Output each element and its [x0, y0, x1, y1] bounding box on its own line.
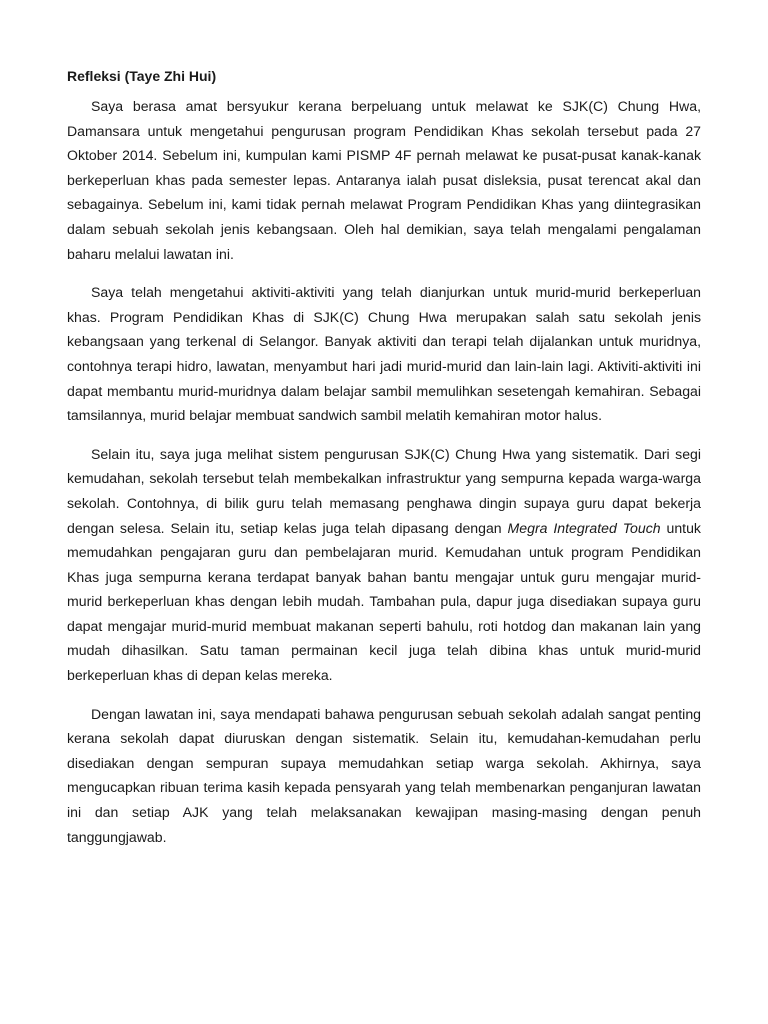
paragraph-3-text-before: Selain itu, saya juga melihat sistem pengurusan SJK(C) Chung Hwa yang sistematik. Dari segi kemudahan, sekolah tersebut telah membekalkan infrastruktur yang sempurna kepada warga-warga sekolah. Contohnya, di bilik guru telah memasang penghawa dingin supaya guru dapat bekerja dengan selesa. Selain itu, setiap kelas juga telah dipasang dengan [67, 445, 701, 536]
paragraph-1: Saya berasa amat bersyukur kerana berpeluang untuk melawat ke SJK(C) Chung Hwa, Damansara untuk mengetahui pengurusan program Pendidikan Khas sekolah tersebut pada 27 Oktober 2014. Sebelum ini, kumpulan kami PISMP 4F pernah melawat ke pusat-pusat kanak-kanak berkeperluan khas pada semester lepas. Antaranya ialah pusat disleksia, pusat terencat akal dan sebagainya. Sebelum ini, kami tidak pernah melawat Program Pendidikan Khas yang diintegrasikan dalam sebuah sekolah jenis kebangsaan. Oleh hal demikian, saya telah mengalami pengalaman baharu melalui lawatan ini. [67, 98, 701, 262]
document-title: Refleksi (Taye Zhi Hui) [67, 68, 217, 84]
paragraph-3-text-after: untuk memudahkan pengajaran guru dan pembelajaran murid. Kemudahan untuk program Pendidikan Khas juga sempurna kerana terdapat banyak bahan bantu mengajar untuk guru mengajar murid-murid berkeperluan khas dengan lebih mudah. Tambahan pula, dapur juga disediakan supaya guru dapat mengajar murid-murid membuat makanan seperti bahulu, roti hotdog dan makanan lain yang mudah dihasilkan. Satu taman permainan kecil juga telah dibina khas untuk murid-murid berkeperluan khas di depan kelas mereka. [67, 519, 701, 684]
document-page [67, 66, 701, 863]
paragraph-4: Dengan lawatan ini, saya mendapati bahawa pengurusan sebuah sekolah adalah sangat penting kerana sekolah dapat diuruskan dengan sistematik. Selain itu, kemudahan-kemudahan perlu disediakan dengan sempuran supaya memudahkan setiap warga sekolah. Akhirnya, saya mengucapkan ribuan terima kasih kepada pensyarah yang telah membenarkan penganjuran lawatan ini dan setiap AJK yang telah melaksanakan kewajipan masing-masing dengan penuh tanggungjawab. [67, 705, 701, 845]
paragraph-2: Saya telah mengetahui aktiviti-aktiviti yang telah dianjurkan untuk murid-murid berkeperluan khas. Program Pendidikan Khas di SJK(C) Chung Hwa merupakan salah satu sekolah jenis kebangsaan yang terkenal di Selangor. Banyak aktiviti dan terapi telah dijalankan untuk muridnya, contohnya terapi hidro, lawatan, menyambut hari jadi murid-murid dan lain-lain lagi. Aktiviti-aktiviti ini dapat membantu murid-muridnya dalam belajar sambil memulihkan sesetengah kemahiran. Sebagai tamsilannya, murid belajar membuat sandwich sambil melatih kemahiran motor halus. [67, 284, 701, 424]
paragraph-3-italic-term: Megra Integrated Touch [507, 519, 661, 536]
paragraph-3 [67, 442, 701, 688]
